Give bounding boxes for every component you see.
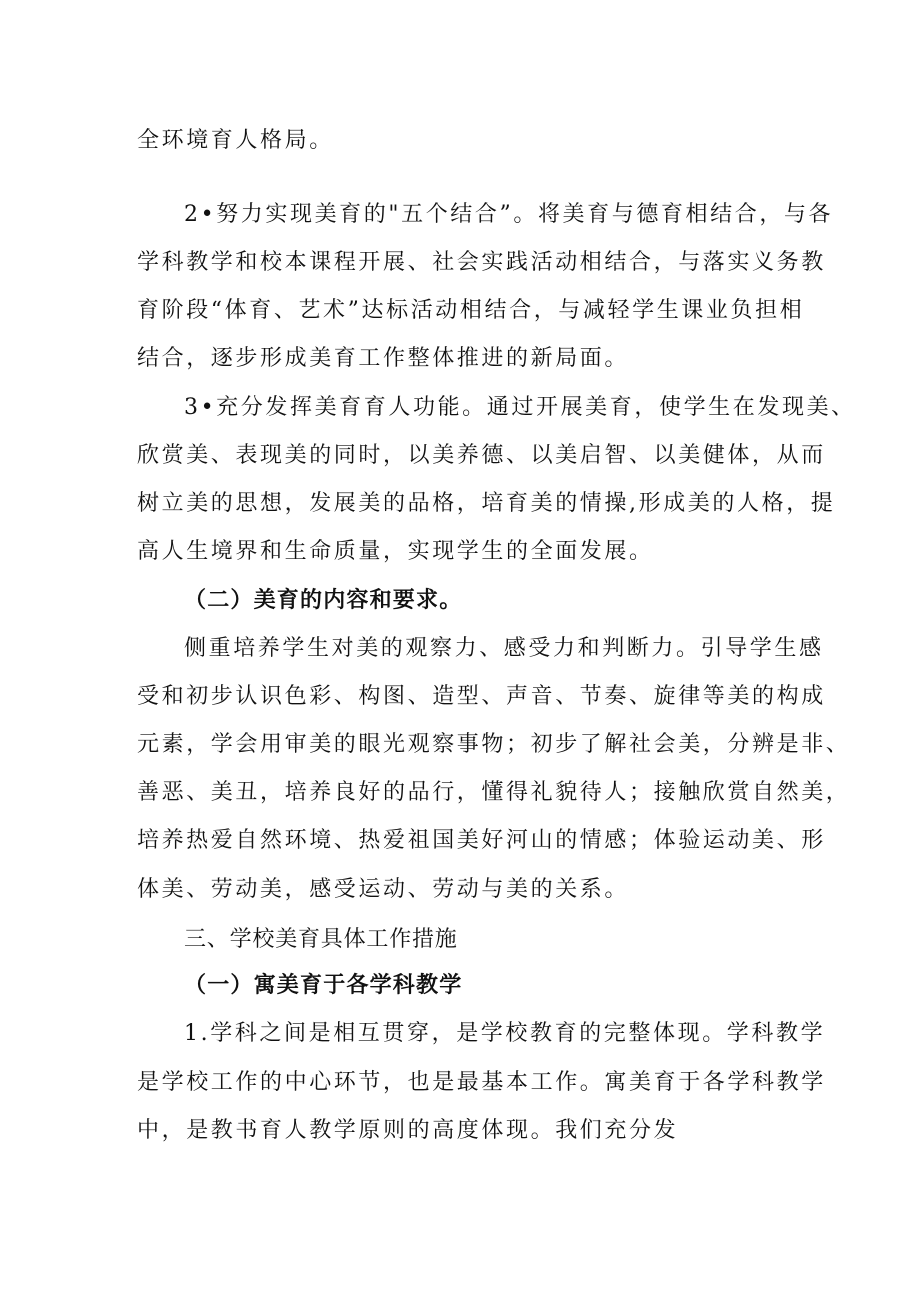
text-line: 2•努力实现美育的"五个结合”。将美育与德育相结合，与各 bbox=[184, 202, 834, 227]
text-line: 3•充分发挥美育育人功能。通过开展美育，使学生在发现美、 bbox=[184, 395, 856, 420]
text-line: 1.学科之间是相互贯穿，是学校教育的完整体现。学科教学 bbox=[184, 1021, 826, 1046]
text-line: 侧重培养学生对美的观察力、感受力和判断力。引导学生感 bbox=[184, 636, 824, 661]
text-line: 受和初步认识色彩、构图、造型、声音、节奏、旋律等美的构成 bbox=[137, 684, 826, 709]
section-heading-measures: 三、学校美育具体工作措施 bbox=[184, 927, 458, 952]
text-line: 树立美的思想，发展美的品格，培育美的情操,形成美的人格，提 bbox=[137, 491, 836, 516]
text-line: 元素，学会用审美的眼光观察事物；初步了解社会美，分辨是非、 bbox=[137, 732, 851, 757]
text-line: 欣赏美、表现美的同时，以美养德、以美启智、以美健体，从而 bbox=[137, 443, 826, 468]
text-line: 高人生境界和生命质量，实现学生的全面发展。 bbox=[137, 539, 654, 564]
text-line: 结合，逐步形成美育工作整体推进的新局面。 bbox=[137, 346, 630, 371]
section-heading-content: （二）美育的内容和要求。 bbox=[184, 588, 463, 613]
text-line: 学科教学和校本课程开展、社会实践活动相结合，与落实义务教 bbox=[137, 250, 826, 275]
text-line: 全环境育人格局。 bbox=[137, 128, 334, 153]
text-line: 育阶段“体育、艺术”达标活动相结合，与减轻学生课业负担相 bbox=[137, 298, 805, 323]
text-line: 中，是教书育人教学原则的高度体现。我们充分发 bbox=[137, 1118, 679, 1143]
text-line: 是学校工作的中心环节，也是最基本工作。寓美育于各学科教学 bbox=[137, 1070, 826, 1095]
text-line: 培养热爱自然环境、热爱祖国美好河山的情感；体验运动美、形 bbox=[137, 828, 826, 853]
text-line: 体美、劳动美，感受运动、劳动与美的关系。 bbox=[137, 877, 630, 902]
text-line: 善恶、美丑，培养良好的品行，懂得礼貌待人；接触欣赏自然美， bbox=[137, 780, 851, 805]
section-heading-subjects: （一）寓美育于各学科教学 bbox=[184, 973, 463, 998]
